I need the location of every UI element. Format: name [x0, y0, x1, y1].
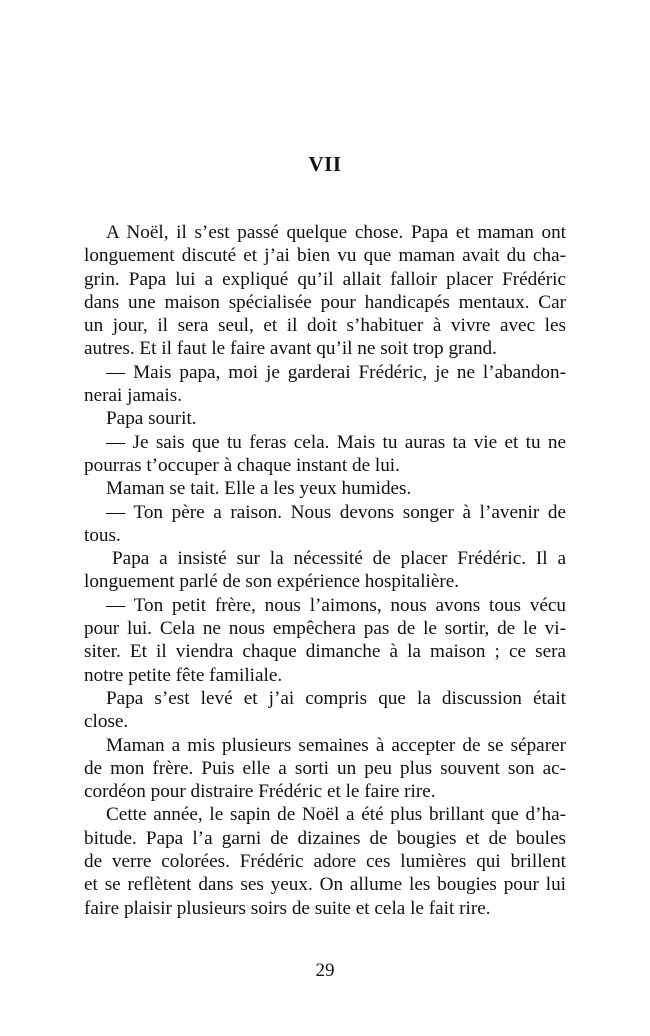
text-line: nerai jamais.: [84, 385, 183, 407]
text-line: A Noël, il s’est passé quelque chose. Papa et maman ont: [106, 222, 566, 243]
text-line: et se reflètent dans ses yeux. On allume les bougies pour lui: [84, 874, 566, 896]
text-line: Papa a insisté sur la nécessité de placer Frédéric. Il a: [112, 548, 566, 570]
page-number: 29: [315, 960, 335, 981]
text-line: Papa sourit.: [106, 408, 197, 430]
text-line: bitude. Papa l’a garni de dizaines de bougies et de boules: [84, 827, 566, 849]
text-line: Maman a mis plusieurs semaines à accepter de se séparer: [106, 734, 566, 756]
text-line: Cette année, le sapin de Noël a été plus brillant que d’ha-: [106, 804, 566, 826]
text-line: pour lui. Cela ne nous empêchera pas de le sortir, de le vi-: [84, 618, 566, 640]
chapter-title: VII: [308, 152, 342, 176]
text-line: — Ton petit frère, nous l’aimons, nous avons tous vécu: [106, 594, 566, 616]
text-line: — Je sais que tu feras cela. Mais tu auras ta vie et tu ne: [106, 431, 566, 453]
text-line: longuement parlé de son expérience hospitalière.: [84, 571, 460, 593]
page-text: [84, 221, 566, 920]
text-line: close.: [84, 711, 129, 733]
text-line: Maman se tait. Elle a les yeux humides.: [106, 478, 412, 500]
text-line: notre petite fête familiale.: [84, 664, 283, 686]
text-line: Papa s’est levé et j’ai compris que la discussion était: [106, 687, 566, 709]
text-line: cordéon pour distraire Frédéric et le faire rire.: [84, 781, 436, 803]
text-line: un jour, il sera seul, et il doit s’habituer à vivre avec les: [84, 315, 566, 337]
text-line: de mon frère. Puis elle a sorti un peu plus souvent son ac-: [84, 757, 566, 779]
text-line: dans une maison spécialisée pour handicapés mentaux. Car: [84, 291, 566, 313]
text-line: autres. Et il faut le faire avant qu’il ne soit trop grand.: [84, 338, 497, 360]
text-line: longuement discuté et j’ai bien vu que maman avait du cha-: [84, 245, 566, 267]
text-line: pourras t’occuper à chaque instant de lui.: [84, 454, 400, 476]
text-line: siter. Et il viendra chaque dimanche à la maison ; ce sera: [84, 641, 566, 663]
text-line: — Mais papa, moi je garderai Frédéric, je ne l’abandon-: [106, 361, 566, 383]
text-line: grin. Papa lui a expliqué qu’il allait falloir placer Frédéric: [84, 268, 566, 290]
text-line: de verre colorées. Frédéric adore ces lumières qui brillent: [84, 851, 566, 873]
text-line: tous.: [84, 524, 121, 546]
text-line: faire plaisir plusieurs soirs de suite et cela le fait rire.: [84, 897, 491, 919]
text-line: — Ton père a raison. Nous devons songer à l’avenir de: [106, 501, 566, 523]
